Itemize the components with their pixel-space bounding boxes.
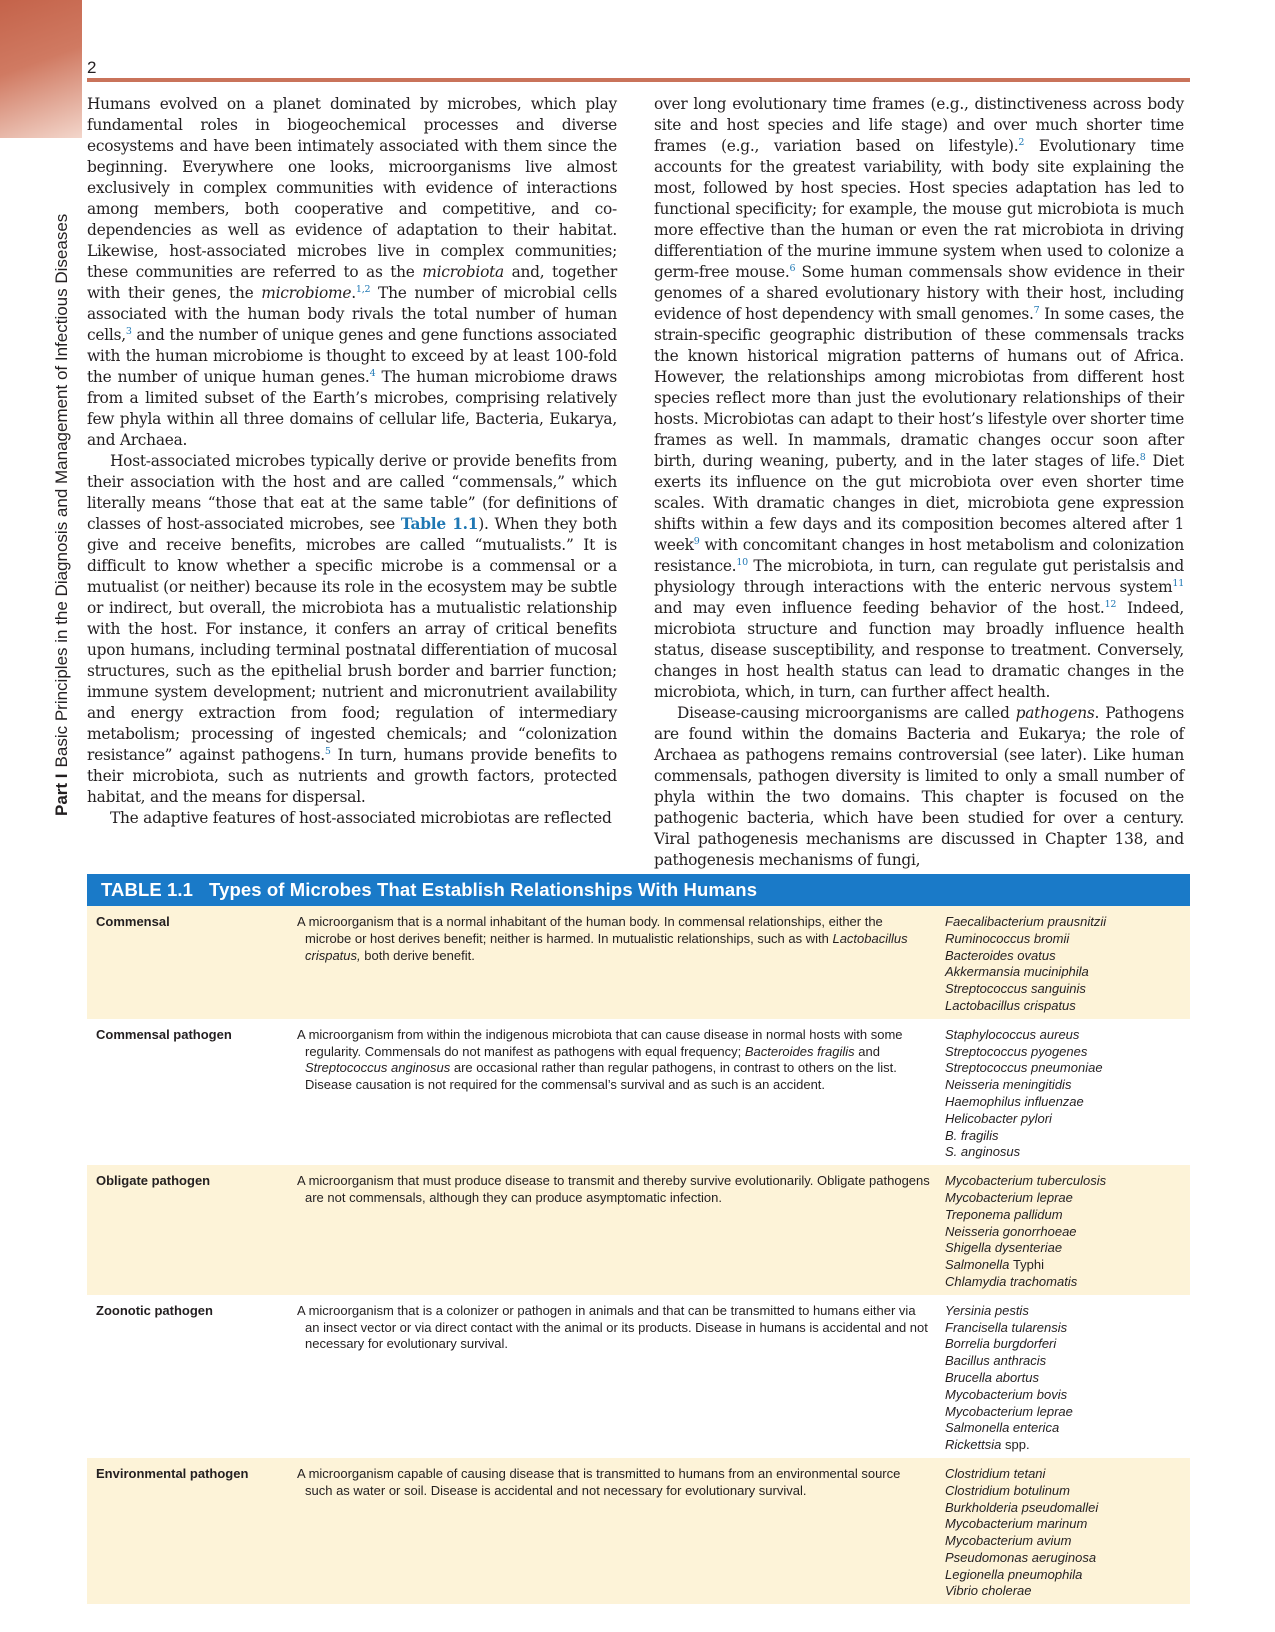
citation[interactable]: 8 bbox=[1139, 452, 1146, 463]
example-organism: Lactobacillus crispatus bbox=[945, 997, 1076, 1013]
corner-tab-decoration bbox=[0, 0, 82, 138]
example-organism: Bacteroides ovatus bbox=[945, 947, 1056, 963]
microbe-type: Commensal pathogen bbox=[96, 1026, 232, 1042]
example-list bbox=[945, 1027, 1190, 1161]
example-organism: Mycobacterium marinum bbox=[945, 1516, 1088, 1532]
running-head bbox=[52, 136, 78, 816]
example-organism: Streptococcus pyogenes bbox=[945, 1043, 1088, 1059]
citation[interactable]: 3 bbox=[125, 326, 132, 337]
example-organism: Treponema pallidum bbox=[945, 1206, 1063, 1222]
term-microbiome: microbiome bbox=[261, 284, 352, 302]
example-list bbox=[945, 1173, 1190, 1291]
example-organism: Vibrio cholerae bbox=[945, 1583, 1032, 1599]
example-organism: Borrelia burgdorferi bbox=[945, 1336, 1057, 1352]
microbe-type: Obligate pathogen bbox=[96, 1173, 211, 1189]
example-list bbox=[945, 1466, 1190, 1600]
microbe-type: Zoonotic pathogen bbox=[96, 1302, 213, 1318]
citation[interactable]: 1,2 bbox=[355, 284, 371, 295]
example-organism: Haemophilus influenzae bbox=[945, 1093, 1084, 1109]
paragraph-2: Host-associated microbes typically derive or provide benefits from their association with the host and are called “commensals,” which literally means “those that eat at the same table” (for definitions of classes of host-associated microbes, see Table 1.1). When they both give and receive benefits, microbes are called “mutualists.” It is difficult to know whether a specific microbe is a commensal or a mutualist (or neither) because its role in the ecosystem may be subtle or indirect, but overall, the microbiota has a mutualistic relationship with the host. For instance, it confers an array of critical benefits upon humans, including terminal postnatal differentiation of mucosal structures, such as the epithelial brush border and barrier function; immune system development; nutrient and micronutrient availability and energy extraction from food; regulation of intermediary metabolism; processing of ingested chemicals; and “colonization resistance” against pathogens.$^5$ In turn, humans provide benefits to their microbiota, such as nutrients and growth factors, protected habitat, and the means for dispersal. bbox=[87, 452, 617, 806]
example-organism: Chlamydia trachomatis bbox=[945, 1273, 1078, 1289]
paragraph-1: Humans evolved on a planet dominated by microbes, which play fundamental roles in biogeochemical processes and diverse ecosystems and have been intimately associated with them since the beginning. Everywhere one looks, microorganisms live almost exclusively in complex communities with evidence of interactions among members, both cooperative and competitive, and co-dependencies as well as evidence of adaptation to their habitat. Likewise, host-associated microbes live in complex communities; these communities are referred to as the microbiota and, together with their genes, the microbiome.$^{1,2}$ The number of microbial cells associated with the human body rivals the total number of human cells,$^3$ and the number of unique genes and gene functions associated with the human microbiome is thought to exceed by at least 100-fold the number of unique human genes.$^4$ The human microbiome draws from a limited subset of the Earth’s microbes, comprising relatively few phyla within all three domains of cellular life, Bacteria, Eukarya, and Archaea. bbox=[87, 95, 617, 449]
example-organism: Pseudomonas aeruginosa bbox=[945, 1549, 1097, 1565]
citation[interactable]: 9 bbox=[693, 536, 700, 547]
running-head-part: Part I bbox=[52, 773, 71, 816]
example-organism: Mycobacterium bovis bbox=[945, 1386, 1068, 1402]
table-row bbox=[87, 906, 1190, 1019]
example-organism: Streptococcus pneumoniae bbox=[945, 1060, 1103, 1076]
example-organism: Akkermansia muciniphila bbox=[945, 964, 1089, 980]
citation[interactable]: 12 bbox=[1104, 599, 1117, 610]
example-organism: Brucella abortus bbox=[945, 1369, 1039, 1385]
example-organism: Salmonella enterica bbox=[945, 1420, 1060, 1436]
example-organism: Staphylococcus aureus bbox=[945, 1026, 1080, 1042]
table-row bbox=[87, 1019, 1190, 1165]
table-row bbox=[87, 1165, 1190, 1295]
example-organism: Neisseria meningitidis bbox=[945, 1077, 1072, 1093]
example-organism: Ruminococcus bromii bbox=[945, 930, 1070, 946]
paragraph-4-continued: Disease-causing microorganisms are called pathogens. Pathogens are found within the domains Bacteria and Eukarya; the role of Archaea as pathogens remains controversial (see later). Like human commensals, pathogen diversity is limited to only a small number of phyla within the two domains. This chapter is focused on the pathogenic bacteria, which have been studied for over a century. Viral pathogenesis mechanisms are discussed in Chapter 138, and pathogenesis mechanisms of fungi, bbox=[654, 704, 1184, 869]
example-list bbox=[945, 914, 1190, 1015]
example-organism: Neisseria gonorrhoeae bbox=[945, 1223, 1077, 1239]
example-organism: S. anginosus bbox=[945, 1144, 1021, 1160]
example-organism: Salmonella Typhi bbox=[945, 1257, 1045, 1273]
example-organism: Mycobacterium leprae bbox=[945, 1189, 1073, 1205]
citation[interactable]: 10 bbox=[736, 557, 748, 568]
type-description: A microorganism from within the indigenous microbiota that can cause disease in normal hosts with some regularity. Commensals do not manifest as pathogens with equal frequency; Bacteroides fragilis and Streptococcus anginosus are occasional rather than regular pathogens, in contrast to others on the list. Disease causation is not required for the commensal’s survival and as such is an accident. bbox=[297, 1026, 903, 1093]
example-organism: Legionella pneumophila bbox=[945, 1566, 1083, 1582]
example-organism: Bacillus anthracis bbox=[945, 1353, 1047, 1369]
table-1-1 bbox=[87, 874, 1190, 1604]
text-column-left bbox=[87, 94, 617, 832]
citation[interactable]: 11 bbox=[1172, 578, 1184, 589]
table-row bbox=[87, 1458, 1190, 1604]
example-organism: Clostridium tetani bbox=[945, 1465, 1046, 1481]
example-organism: Francisella tularensis bbox=[945, 1319, 1068, 1335]
paragraph-3-continued: over long evolutionary time frames (e.g., distinctiveness across body site and host species and life stage) and over much shorter time frames (e.g., variation based on lifestyle).$^2$ Evolutionary time accounts for the greatest variability, with body site explaining the most, followed by host species. Host species adaptation has led to functional specificity; for example, the mouse gut microbiota is much more effective than the human or even the rat microbiota in driving differentiation of the murine immune system when used to colonize a germ-free mouse.$^6$ Some human commensals show evidence in their genomes of a shared evolutionary history with their host, including evidence of host dependency with small genomes.$^7$ In some cases, the strain-specific geographic distribution of these commensals tracks the known historical migration patterns of humans out of Africa. However, the relationships among microbiotas from different host species reflect more than just the evolutionary relationships of their hosts. Microbiotas can adapt to their host’s lifestyle over shorter time frames as well. In mammals, dramatic changes occur soon after birth, during weaning, puberty, and in the later stages of life.$^8$ Diet exerts its influence on the gut microbiota over even shorter time scales. With dramatic changes in diet, microbiota gene expression shifts within a few days and its composition becomes altered after 1 week$^9$ with concomitant changes in host metabolism and colonization resistance.$^{10}$ The microbiota, in turn, can regulate gut peristalsis and physiology through interactions with the enteric nervous system$^{11}$ and may even influence feeding behavior of the host.$^{12}$ Indeed, microbiota structure and function may broadly influence health status, disease susceptibility, and response to treatment. Conversely, changes in host health status can lead to dramatic changes in the microbiota, which, in turn, can further affect health. bbox=[654, 95, 1185, 701]
example-organism: B. fragilis bbox=[945, 1127, 999, 1143]
table-row bbox=[87, 1295, 1190, 1458]
example-organism: Yersinia pestis bbox=[945, 1302, 1029, 1318]
example-organism: Helicobacter pylori bbox=[945, 1110, 1052, 1126]
example-organism: Clostridium botulinum bbox=[945, 1482, 1070, 1498]
term-microbiota: microbiota bbox=[422, 263, 504, 281]
microbe-type: Commensal bbox=[96, 914, 170, 929]
table-title: Types of Microbes That Establish Relationships With Humans bbox=[209, 879, 758, 900]
example-organism: Mycobacterium avium bbox=[945, 1533, 1072, 1549]
citation[interactable]: 2 bbox=[1018, 137, 1025, 148]
citation[interactable]: 6 bbox=[789, 263, 796, 274]
type-description: A microorganism that must produce disease to transmit and thereby survive evolutionarily. Obligate pathogens are not commensals, although they can produce asymptomatic infection. bbox=[297, 1173, 930, 1205]
citation[interactable]: 4 bbox=[369, 368, 376, 379]
example-organism: Shigella dysenteriae bbox=[945, 1240, 1063, 1256]
text-column-right bbox=[654, 94, 1185, 869]
type-description: A microorganism that is a colonizer or pathogen in animals and that can be transmitted to humans either via an insect vector or via direct contact with the animal or its products. Disease in humans is accidental and not necessary for evolutionary survival. bbox=[297, 1302, 928, 1352]
type-description: A microorganism that is a normal inhabitant of the human body. In commensal relationships, either the microbe or host derives benefit; neither is harmed. In mutualistic relationships, such as with Lactobacillus crispatus, both derive benefit. bbox=[297, 914, 908, 963]
citation[interactable]: 5 bbox=[324, 746, 331, 757]
example-organism: Mycobacterium tuberculosis bbox=[945, 1173, 1107, 1189]
table-title-bar bbox=[87, 874, 1190, 906]
table-number: TABLE 1.1 bbox=[101, 879, 194, 900]
type-description: A microorganism capable of causing disease that is transmitted to humans from an environmental source such as water or soil. Disease is accidental and not necessary for evolutionary survival. bbox=[297, 1465, 901, 1498]
table-reference-link[interactable]: Table 1.1 bbox=[400, 515, 479, 533]
example-list bbox=[945, 1303, 1190, 1454]
page-number: 2 bbox=[87, 58, 97, 77]
paragraph-3: The adaptive features of host-associated microbiotas are reflected bbox=[110, 809, 612, 827]
example-organism: Streptococcus sanguinis bbox=[945, 981, 1086, 997]
microbe-type: Environmental pathogen bbox=[96, 1465, 249, 1481]
running-head-title: Basic Principles in the Diagnosis and Management of Infectious Diseases bbox=[52, 213, 71, 768]
term-pathogens: pathogens bbox=[1015, 704, 1095, 722]
citation[interactable]: 7 bbox=[1033, 305, 1040, 316]
example-organism: Faecalibacterium prausnitzii bbox=[945, 914, 1107, 929]
example-organism: Rickettsia spp. bbox=[945, 1437, 1030, 1453]
example-organism: Mycobacterium leprae bbox=[945, 1403, 1073, 1419]
example-organism: Burkholderia pseudomallei bbox=[945, 1499, 1099, 1515]
header-rule bbox=[87, 78, 1190, 82]
